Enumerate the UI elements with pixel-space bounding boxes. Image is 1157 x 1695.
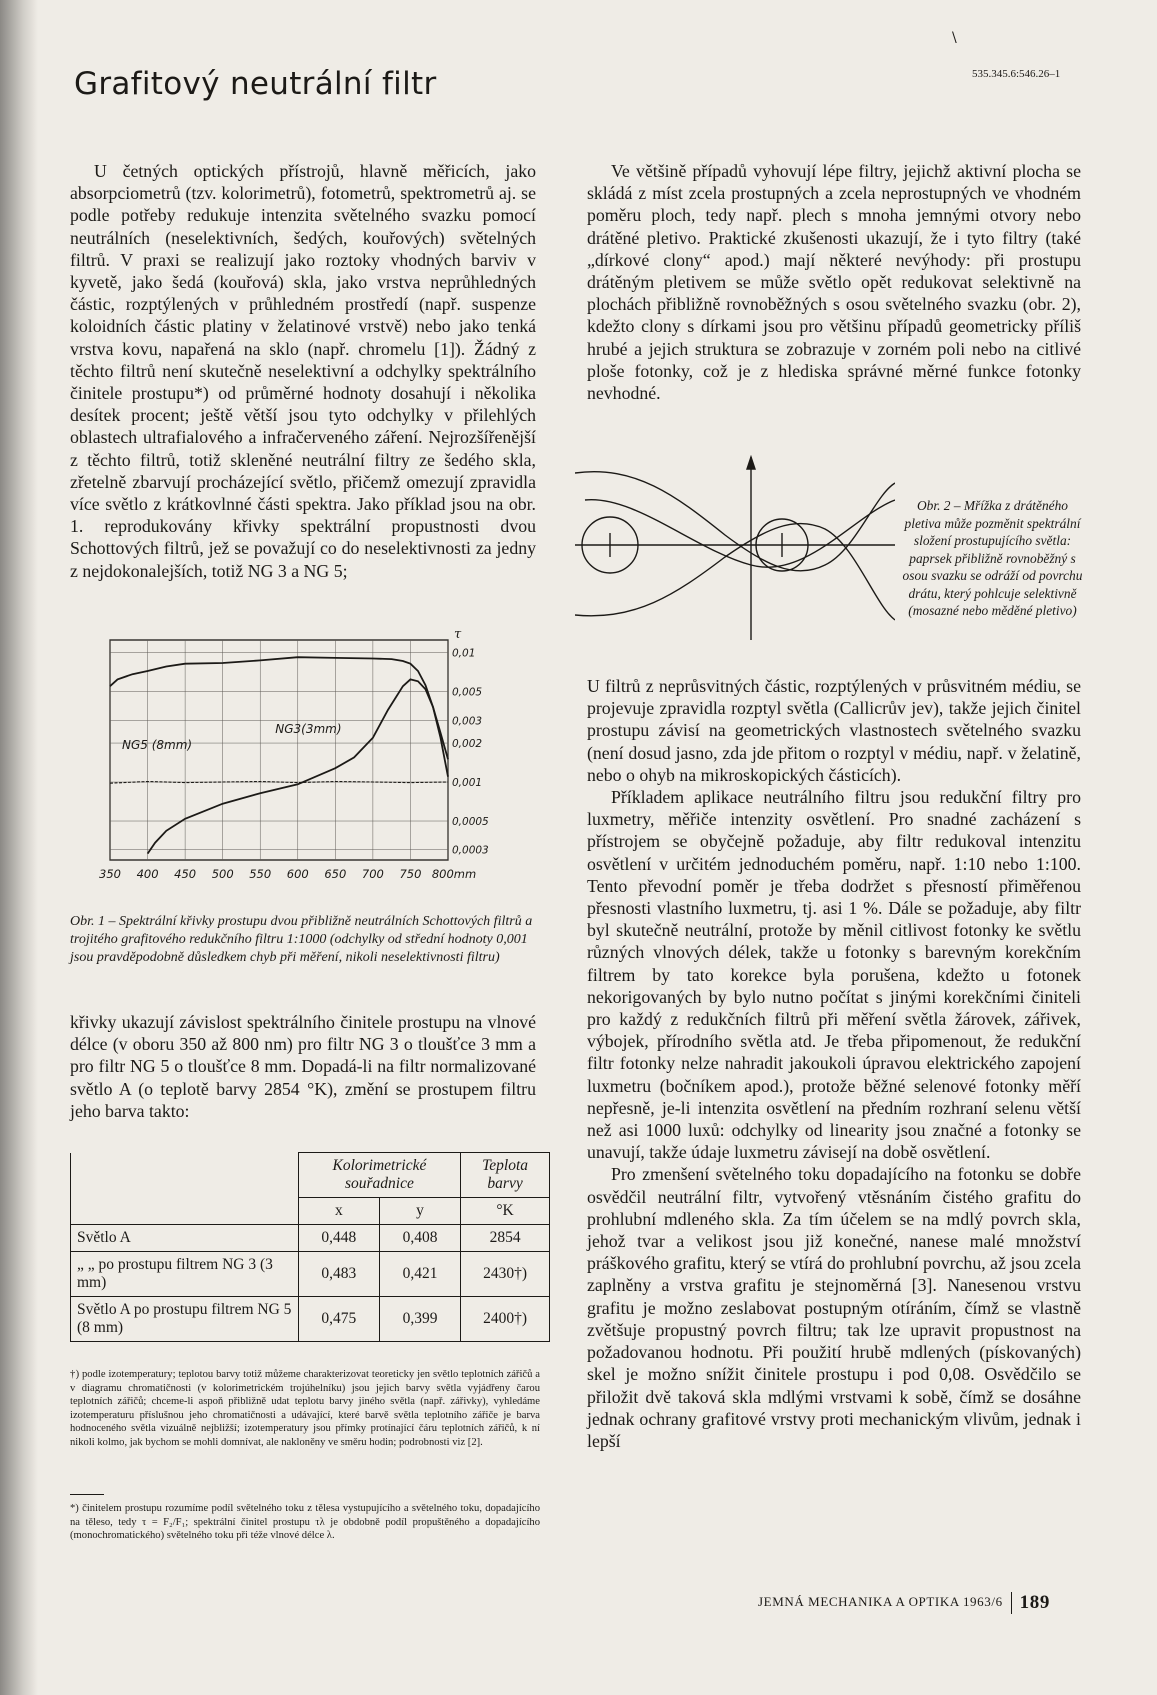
mesh-filter-paragraph [587,160,1081,404]
cell-k: 2430†) [461,1252,550,1297]
cell-y: 0,408 [379,1225,460,1252]
udc-code: 535.345.6:546.26–1 [972,68,1061,80]
paragraph: U četných optických přístrojů, hlavně měřicích, jako absorpciometrů (tzv. kolorimetrů), fotometrů, spektrometrů aj. se podle potřeby redukuje intenzita světelného svazku pomocí neutrálních (neselektivních, šedých, kouřových) světelných filtrů. V praxi se realizují jako roztoky vhodných barviv v kyvetě, jako šedá (kouřová) skla, jako vrstva neprůhledných částic, rozptýlených v průhledném prostředí (např. suspenze koloidních částic platiny v želatinové vrstvě) nebo jako tenká vrstva kovu, napařená na sklo (např. chromelu [1]). Žádný z těchto filtrů není skutečně neselektivní a odchylky spektrálního činitele prostupu*) od průměrné hodnoty dosahují i několika desítek procent; ještě větší jsou tyto odchylky v přilehlých oblastech ultrafialového a infračerveného záření. Nejrozšířenější z těchto filtrů, totiž skleněné neutrální filtry ze šedého skla, zřetelně zbarvují procházející světlo, přičemž omezují zpravidla více světlo z krátkovlnné části spektra. Jako příklad jsou na obr. 1. reprodukovány křivky spektrální propustnosti dvou Schottových filtrů, jež se považují co do neselektivnosti za jedny z nejdokonalejších, totiž NG 3 a NG 5; [70,161,536,581]
page-footer [758,1592,1050,1614]
table-header-k: °K [461,1198,550,1225]
wire-mesh-diagram [575,455,895,655]
series-annotation: NG5 (8mm) [122,737,193,752]
x-tick-label: 600 [286,867,309,881]
y-tick-label: 0,01 [452,647,476,660]
cell-y: 0,399 [379,1297,460,1342]
y-tick-label: 0,002 [452,738,483,751]
page-number: 189 [1019,1592,1050,1613]
y-tick-label: 0,0005 [452,816,489,829]
x-tick-label: 500 [211,867,234,881]
table-row [71,1252,550,1297]
table-header-x: x [298,1198,379,1225]
page-edge-shadow [0,0,38,1695]
table-corner [71,1153,299,1225]
cell-y: 0,421 [379,1252,460,1297]
table-header-coordinates: Kolorimetrické souřadnice [298,1153,460,1198]
footnote-divider [70,1494,104,1495]
table-header-temperature: Teplota barvy [461,1153,550,1198]
cell-x: 0,448 [298,1225,379,1252]
figure-1-caption: Obr. 1 – Spektrální křivky prostupu dvou přibližně neutrálních Schottových filtrů a trojitého grafitového redukčního filtru 1:1000 (odchylky od střední hodnoty 0,001 jsou pravděpodobně důsledkem chyb při měření, nikoli neselektivnosti filtru) [70,914,533,965]
paragraph: Ve většině případů vyhovují lépe filtry, jejichž aktivní plocha se skládá z míst zcela prostupných a zcela neprostupných ve vhodném poměru ploch, tedy např. plech s mnoha jemnými otvory nebo drátěné pletivo. Praktické zkušenosti ukazují, že i tyto filtry (také „dírkové clony“ apod.) mají některé nevýhody: při prostupu drátěným pletivem se může světlo opět redukovat selektivně na plochách přibližně rovnoběžných s osou světelného svazku (obr. 2), kdežto clony s dírkami jsou pro většinu případů geometricky příliš hrubé a jejich struktura se zobrazuje v zorném poli nebo na citlivé ploše fotonky, což je z hlediska správné měrné funkce fotonky nevhodné. [587,161,1081,404]
intro-paragraph [70,160,536,582]
cell-k: 2400†) [461,1297,550,1342]
page-title: Grafitový neutrální filtr [74,66,437,102]
table-row [71,1297,550,1342]
series-line [110,782,448,784]
x-tick-label: 800mm [431,867,477,881]
x-tick-label: 750 [399,867,422,881]
curve-description [70,1011,536,1122]
wire-strand-upper [575,472,895,571]
y-tick-label: 0,003 [452,715,483,728]
x-tick-label: 550 [249,867,272,881]
journal-name: JEMNÁ MECHANIKA A OPTIKA 1963/6 [758,1593,1003,1609]
x-tick-label: 450 [174,867,197,881]
footnote-dagger: †) podle izotemperatury; teplotou barvy totiž můžeme charakterizovat teoreticky jen světlo teplotních zářičů a v diagramu chromatičnosti (v kolorimetrickém trojúhelníku) jsou jejich barvy světla vyjádřeny čarou teplotních zářičů; chceme-li aspoň přibližně udat teplotu barvy jiného světla (např. zářivky), vyhledáme izotemperaturu příslušnou jeho chromatičnosti a udávající, které barvě světla teplotního zářiče je barva hodnoceného světla vizuálně nejbližší; izotemperatury jsou přímky protínající čáru teplotních zářičů, k ní nikoli kolmo, jak bychom se mohli domnívat, ale nakloněny ve směru hodin; podrobnosti viz [2]. [70,1369,540,1448]
x-tick-label: 350 [99,867,121,881]
x-tick-label: 700 [361,867,384,881]
cell-x: 0,483 [298,1252,379,1297]
cell-k: 2854 [461,1225,550,1252]
wire-strand-lower [575,524,895,620]
x-tick-label: 650 [324,867,347,881]
paragraph: Příkladem aplikace neutrálního filtru jsou redukční filtry pro luxmetry, měřiče intenzity osvětlení. Pro snadné zacházení s přístrojem se obyčejně požaduje, aby filtr redukoval intenzitu osvětlení v určitém jednoduchém poměru, např. 1:10 nebo 1:100. Tento převodní poměr je třeba dodržet s přesností přiměřenou přesnosti vlastního luxmetru, tj. asi 1 %. Dále se požaduje, aby filtr byl skutečně neutrální, protože by měnil citlivost fotonky ke světlu různých vlnových délek, takže u fotonky s barevným korekčním filtrem by tato korekce byla porušena, kdežto u fotonek nekorigovaných by bylo nutno počítat s jinými korekčními činiteli pro každý z redukčních filtrů při měření světla žárovek, zářivek, výbojek, přírodního světla atd. Je třeba připomenout, že redukční filtr fotonky nelze nahradit jakoukoli úpravou elektrického zapojení luxmetru (bočníkem apod.), protože běžné selenové fotonky měří nepřesně, je-li intenzita osvětlení na předním rozhraní selenu větší než asi 1000 luxů: odchylky od linearity jsou značné a fotonky se unavují, takže údaje luxmetru závisejí na době osvětlení. [587,787,1081,1163]
wire-strand-upper-2 [585,500,895,568]
y-axis-label: τ [454,628,462,642]
y-tick-label: 0,005 [452,686,483,699]
colorimetric-table [70,1152,550,1342]
spectral-chart [70,628,520,904]
y-tick-label: 0,0003 [452,844,489,857]
table-row [71,1225,550,1252]
arrow-head [747,457,755,469]
cell-x: 0,475 [298,1297,379,1342]
top-mark: \ [952,30,957,46]
y-tick-label: 0,001 [452,777,483,790]
figure-2-caption: Obr. 2 – Mřížka z drátěného pletiva může pozměnit spektrální složení prostupujícího světla: paprsek přibližně rovnoběžný s osou svazku se odráží od povrchu drátu, který pohlcuje selektivně (mosazné nebo měděné pletivo) [902,498,1083,618]
application-text [587,675,1081,1452]
series-annotation: NG3(3mm) [275,721,342,736]
x-tick-label: 400 [136,867,159,881]
paragraph: U filtrů z neprůsvitných částic, rozptýlených v průsvitném médiu, se projevuje zpravidla rozptyl světla (Callicrův jev), takže jejich činitel prostupu závisí na geometrických vlastnostech světelného svazku (není dosud jasno, zda jde přitom o rozptyl v médiu, např. v želatině, nebo o ohyb na mikroskopických částicích). [587,676,1081,785]
row-label: Světlo A [71,1225,299,1252]
paragraph: Pro zmenšení světelného toku dopadajícího na fotonku se dobře osvědčil neutrální filtr, vytvořený vtěsnáním čistého grafitu do prohlubní mdleného skla. Za tím účelem se na mdlý povrch skla, jehož tvar a velikost jsou již konečné, nanese malé množství práškového grafitu, který se vtírá do prohlubní povrchu, až jsou zcela zaplněny a vrstva grafitu je stejnoměrná [3]. Nanesenou vrstvu grafitu je možno zeslabovat postupným otíráním, čímž se vlastně zvětšuje propustný povrch filtru; tak lze upravit propustnost na požadovanou hodnotu. Při použití hrubě mdlených (pískovaných) skel je možno snížit činitele prostupu i pod 0,08. Osvědčilo se přiložit dvě taková skla mdlými vrstvami k sobě, čímž se dosáhne jednak ochrany grafitové vrstvy proti mechanickým vlivům, jednak i lepší [587,1164,1081,1451]
footnote-star: *) činitelem prostupu rozumíme podíl světelného toku z tělesa vystupujícího a světelného toku, dopadajícího na těleso, tedy τ = F₂/F₁; spektrální činitel prostupu τλ je obdobně podíl propuštěného a dopadajícího (monochromatického) světelného toku při téže vlnové délce λ. [70,1503,540,1541]
paragraph: křivky ukazují závislost spektrálního činitele prostupu na vlnové délce (v oboru 350 až 800 nm) pro filtr NG 3 o tloušťce 3 mm a pro filtr NG 5 o tloušťce 8 mm. Dopadá-li na filtr normalizované světlo A (o teplotě barvy 2854 °K), změní se prostupem filtru jeho barva takto: [70,1012,536,1121]
footer-separator [1011,1592,1012,1614]
row-label: „ „ po prostupu filtrem NG 3 (3 mm) [71,1252,299,1297]
table-header-y: y [379,1198,460,1225]
row-label: Světlo A po prostupu filtrem NG 5 (8 mm) [71,1297,299,1342]
